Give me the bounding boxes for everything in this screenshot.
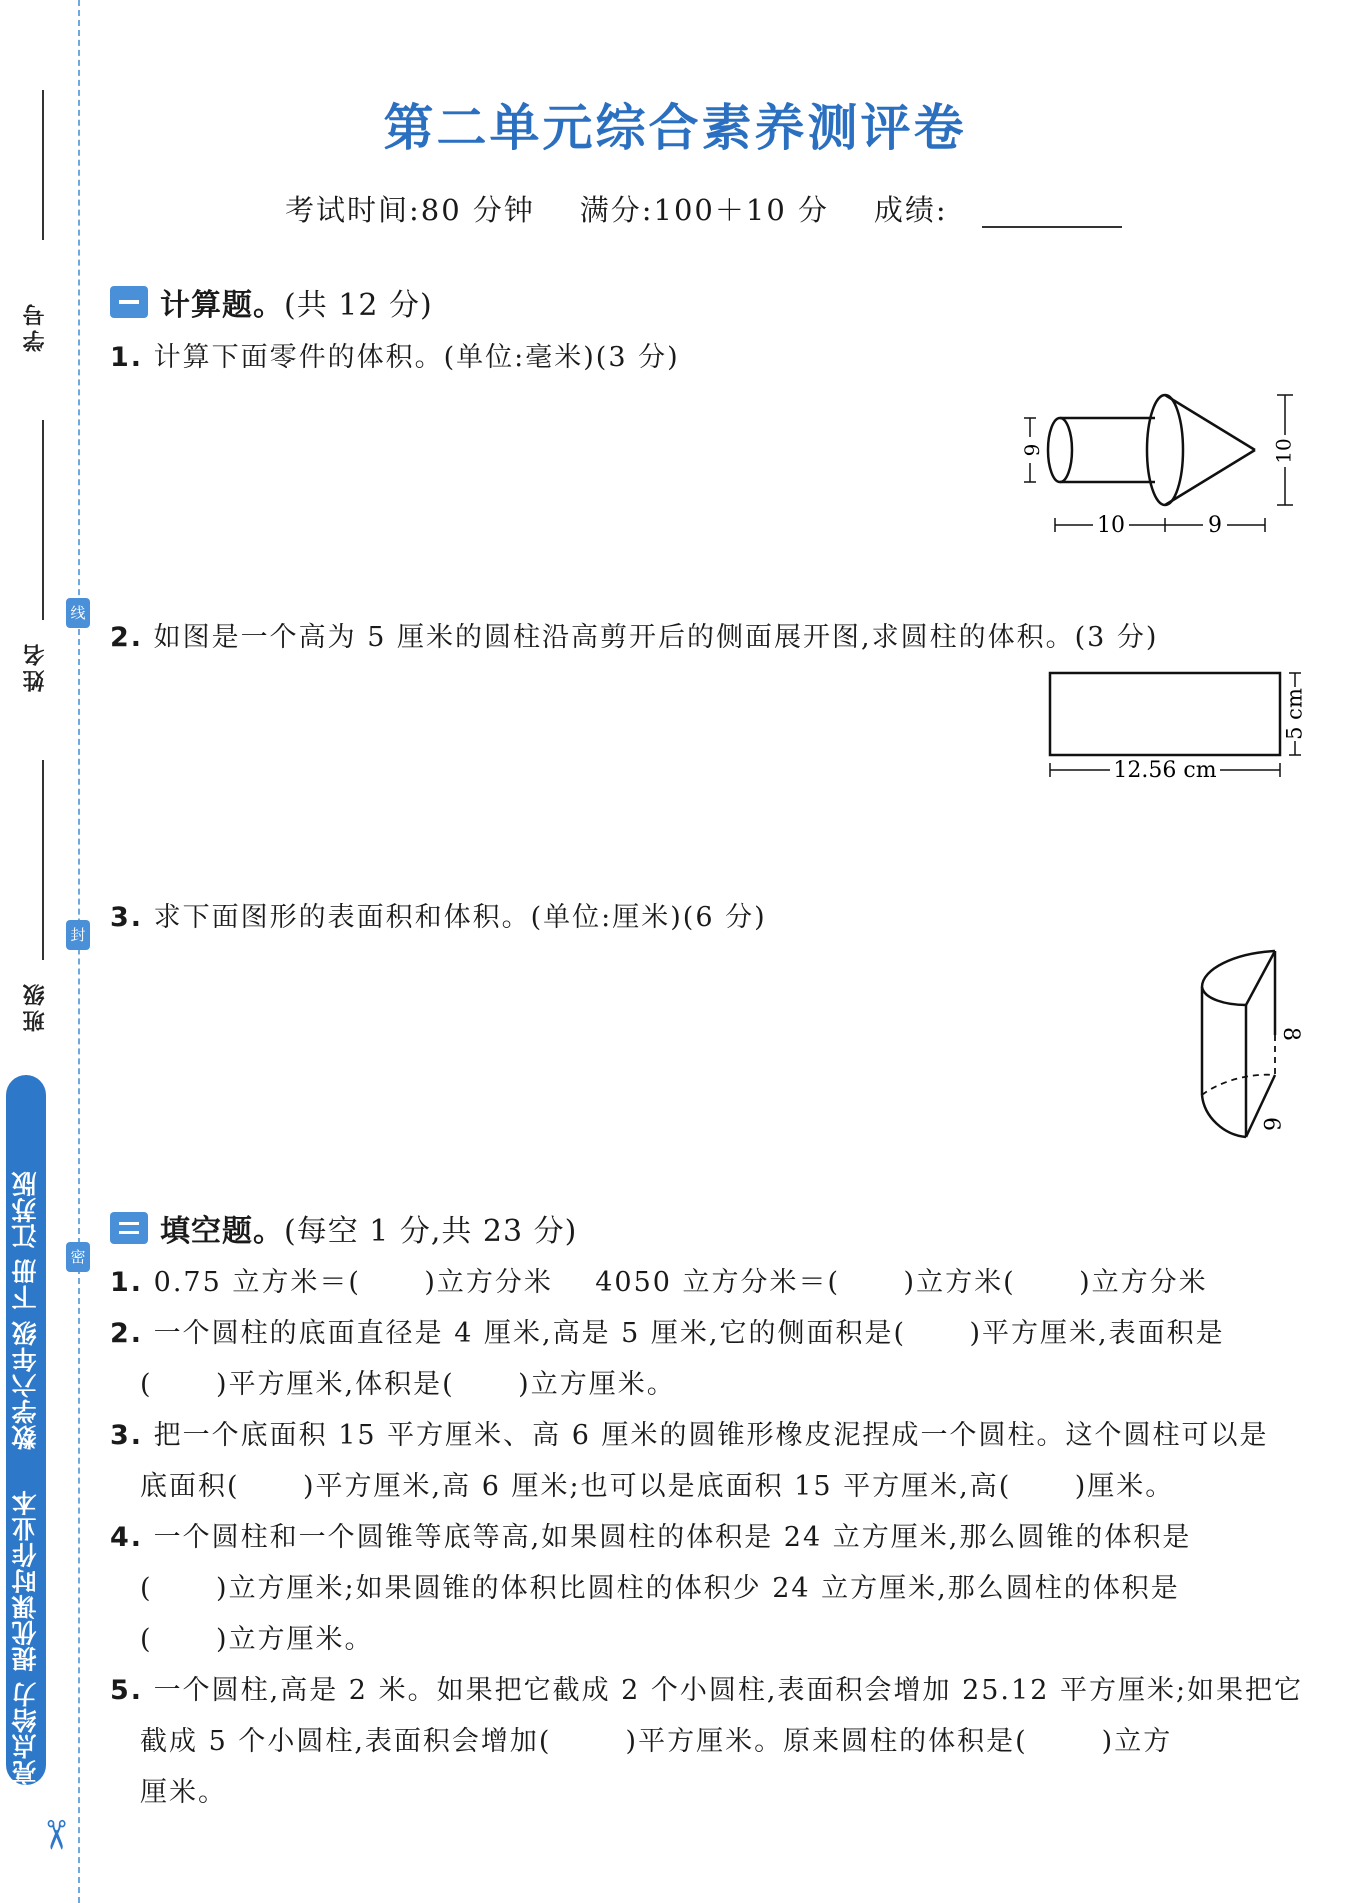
section-two-badge <box>110 1212 148 1244</box>
dim-small-diameter: 6 <box>1019 443 1044 457</box>
figure-lateral-net <box>1040 665 1320 785</box>
dim-large-diameter: 10 <box>1271 438 1296 464</box>
question-1-2: 2. 如图是一个高为 5 厘米的圆柱沿高剪开后的侧面展开图,求圆柱的体积。(3 分) <box>110 622 1159 653</box>
fill-line-5: 5. 一个圆柱,高是 2 米。如果把它截成 2 个小圆柱,表面积会增加 25.12 平方厘米;如果把它 <box>110 1675 1304 1706</box>
page-title: 第二单元综合素养测评卷 <box>383 98 967 157</box>
name-rule <box>42 420 44 620</box>
cut-mark-seal: 封 <box>66 920 90 950</box>
figure-cylinder-cone-part <box>1015 385 1305 545</box>
question-1-1: 1. 计算下面零件的体积。(单位:毫米)(3 分) <box>110 342 680 373</box>
class-label: 班级 <box>23 980 48 1032</box>
scissors-icon: ✂ <box>31 1818 78 1852</box>
dim-cylinder-length: 10 <box>1097 513 1125 538</box>
half-cylinder-height: 8 <box>1278 1027 1303 1041</box>
fill-line-4-cont2: ( )立方厘米。 <box>140 1624 374 1655</box>
fill-line-5-cont2: 厘米。 <box>140 1777 227 1808</box>
fill-line-2: 2. 一个圆柱的底面直径是 4 厘米,高是 5 厘米,它的侧面积是( )平方厘米,表面积是 <box>110 1318 1225 1349</box>
score-blank <box>982 226 1122 228</box>
half-cylinder-radius: 6 <box>1258 1117 1283 1131</box>
dim-cone-length: 9 <box>1208 513 1222 538</box>
section-two-points: (每空 1 分,共 23 分) <box>284 1214 578 1249</box>
fill-line-1: 1. 0.75 立方米＝( )立方分米 4050 立方分米＝( )立方米( )立方分米 <box>110 1267 1208 1298</box>
brand-bar <box>6 1075 46 1785</box>
net-height-label: 5 cm <box>1282 688 1307 740</box>
student-id-label: 学号 <box>23 300 48 352</box>
section-one-title: 计算题。 <box>160 288 284 323</box>
section-two-title: 填空题。 <box>160 1214 284 1249</box>
edition-text: 数学六年级 下册 江苏版 <box>11 1170 40 1450</box>
fill-line-3: 3. 把一个底面积 15 平方厘米、高 6 厘米的圆锥形橡皮泥捏成一个圆柱。这个圆柱可以是 <box>110 1420 1269 1451</box>
section-one-heading <box>160 280 433 324</box>
section-one-badge <box>110 286 148 318</box>
net-width-label: 12.56 cm <box>1113 758 1217 783</box>
fill-line-4: 4. 一个圆柱和一个圆锥等底等高,如果圆柱的体积是 24 立方厘米,那么圆锥的体积是 <box>110 1522 1192 1553</box>
fill-line-4-cont: ( )立方厘米;如果圆锥的体积比圆柱的体积少 24 立方厘米,那么圆柱的体积是 <box>140 1573 1180 1604</box>
section-two-heading <box>160 1206 577 1250</box>
fill-line-3-cont: 底面积( )平方厘米,高 6 厘米;也可以是底面积 15 平方厘米,高( )厘米。 <box>140 1471 1175 1502</box>
fill-line-5-cont: 截成 5 个小圆柱,表面积会增加( )平方厘米。原来圆柱的体积是( )立方 <box>140 1726 1173 1757</box>
fill-in-questions <box>110 1257 1310 1818</box>
fill-line-2-cont: ( )平方厘米,体积是( )立方厘米。 <box>140 1369 676 1400</box>
cut-mark-line: 线 <box>66 598 90 628</box>
exam-meta: 考试时间:80 分钟 满分:100＋10 分 成绩: <box>285 193 948 227</box>
cut-mark-secret: 密 <box>66 1242 90 1272</box>
figure-half-cylinder <box>1180 945 1310 1145</box>
question-1-3: 3. 求下面图形的表面积和体积。(单位:厘米)(6 分) <box>110 902 767 933</box>
binding-dashed-line <box>78 0 80 1903</box>
class-rule <box>42 760 44 960</box>
section-one-points: (共 12 分) <box>284 288 433 323</box>
brand-text: 亮点给力 提优课时作业本 <box>11 1489 40 1785</box>
name-label: 姓名 <box>23 640 48 692</box>
